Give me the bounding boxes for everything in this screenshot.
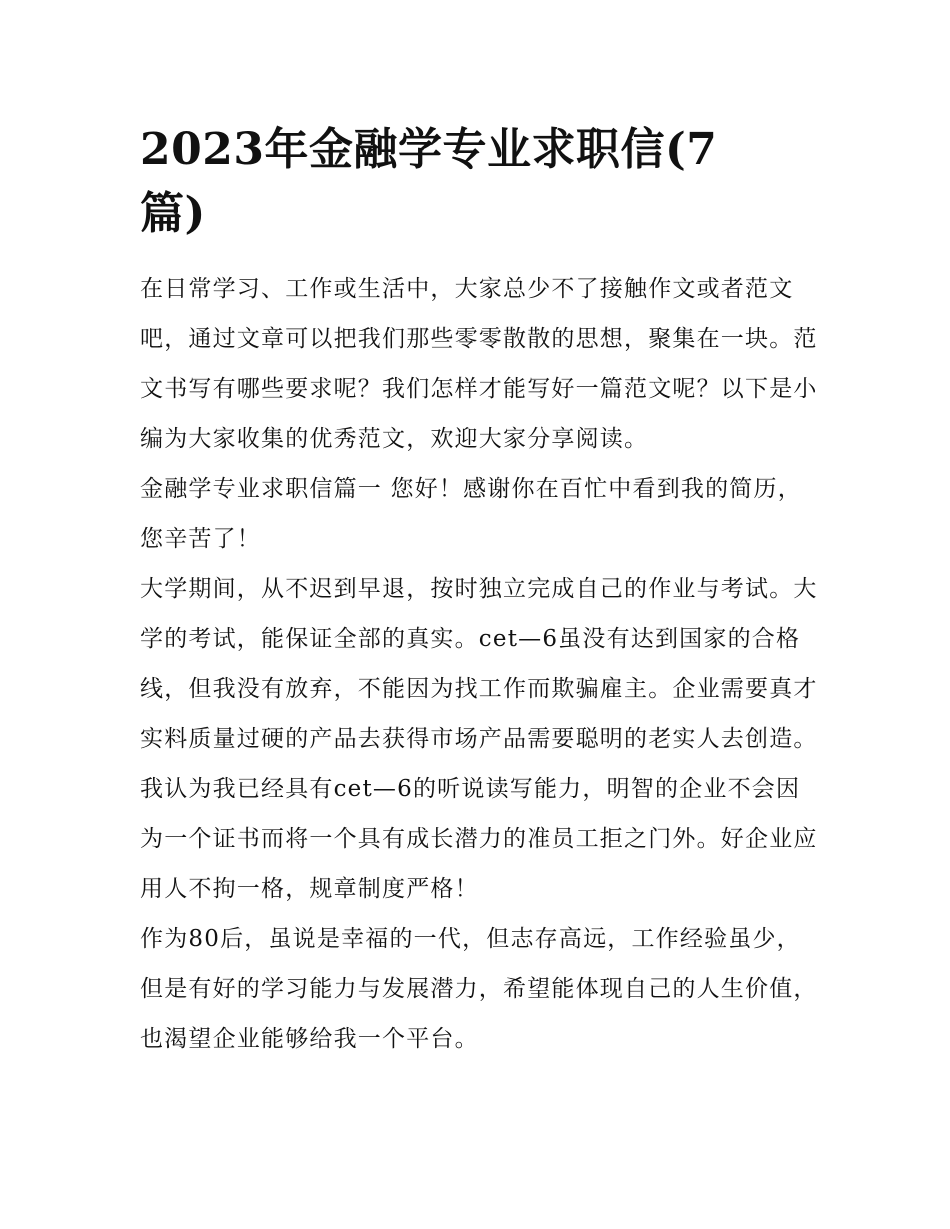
paragraph-greeting: 金融学专业求职信篇一 您好！感谢你在百忙中看到我的简历，您辛苦了！ bbox=[140, 476, 802, 552]
paragraph-intro: 在日常学习、工作或生活中，大家总少不了接触作文或者范文吧，通过文章可以把我们那些零零散散的思想，聚集在一块。范文书写有哪些要求呢？我们怎样才能写好一篇范文呢？以下是小编为大家收集的优秀范文，欢迎大家分享阅读。 bbox=[140, 276, 818, 452]
paragraph-aspiration: 作为80后，虽说是幸福的一代，但志存高远，工作经验虽少，但是有好的学习能力与发展潜力，希望能体现自己的人生价值，也渴望企业能够给我一个平台。 bbox=[140, 926, 818, 1052]
document-title: 2023年金融学专业求职信(7篇) bbox=[140, 124, 718, 239]
paragraph-university: 大学期间，从不迟到早退，按时独立完成自己的作业与考试。大学的考试，能保证全部的真实。cet—6虽没有达到国家的合格线，但我没有放弃，不能因为找工作而欺骗雇主。企业需要真才实料质量过硬的产品去获得市场产品需要聪明的老实人去创造。我认为我已经具有cet—6的听说读写能力，明智的企业不会因为一个证书而将一个具有成长潜力的准员工拒之门外。好企业应用人不拘一格，规章制度严格！ bbox=[140, 576, 818, 902]
document-body bbox=[140, 118, 820, 1064]
